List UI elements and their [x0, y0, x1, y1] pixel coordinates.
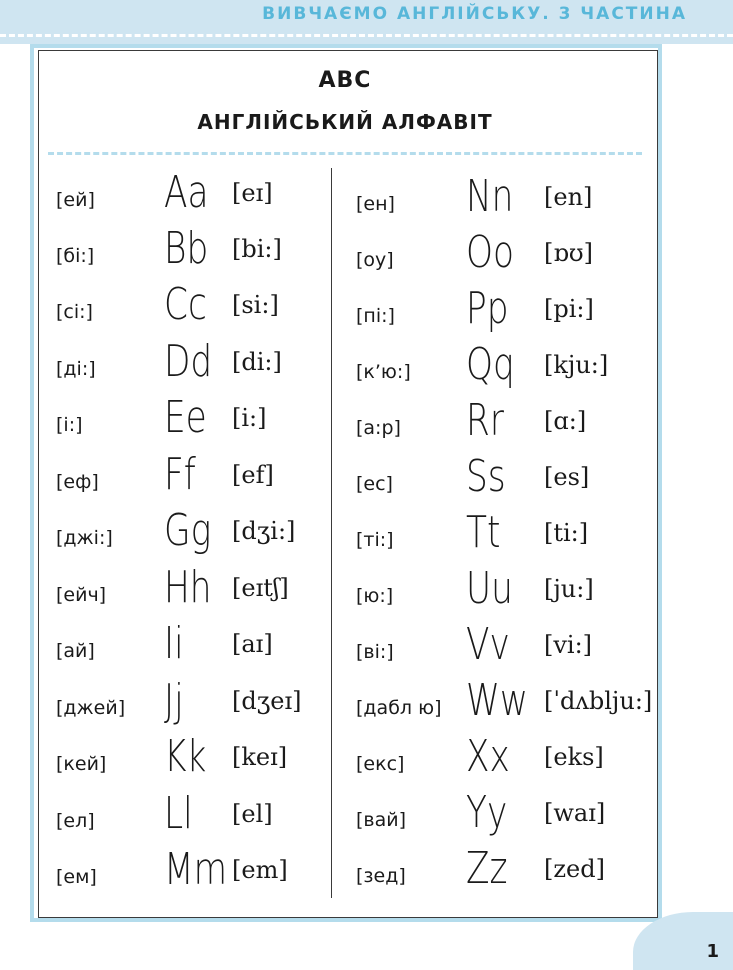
- letter-pair: Qq: [466, 339, 515, 390]
- ipa-transcription: [ti:]: [544, 519, 589, 547]
- letter-pair: Dd: [164, 336, 213, 387]
- letter-pair: Kk: [164, 731, 207, 782]
- letter-pair: Tt: [466, 507, 501, 558]
- ukrainian-pronunciation: [оу]: [356, 249, 394, 271]
- ipa-transcription: [eks]: [544, 743, 604, 771]
- ipa-transcription: [dʒeɪ]: [232, 687, 302, 715]
- ukrainian-pronunciation: [ем]: [56, 866, 97, 888]
- ukrainian-pronunciation: [а:р]: [356, 417, 401, 439]
- ukrainian-pronunciation: [бі:]: [56, 245, 95, 267]
- ipa-transcription: [dʒi:]: [232, 517, 296, 545]
- ipa-transcription: [bi:]: [232, 235, 282, 263]
- ukrainian-pronunciation: [к’ю:]: [356, 361, 411, 383]
- letter-pair: Gg: [164, 505, 212, 556]
- letter-pair: Pp: [466, 283, 509, 334]
- ukrainian-pronunciation: [сі:]: [56, 301, 93, 323]
- letter-pair: Mm: [164, 844, 228, 895]
- page-title: ABC: [318, 68, 372, 93]
- letter-pair: Uu: [466, 563, 513, 614]
- ukrainian-pronunciation: [ел]: [56, 810, 95, 832]
- ukrainian-pronunciation: [кей]: [56, 753, 107, 775]
- ipa-transcription: [eɪ]: [232, 179, 273, 207]
- ukrainian-pronunciation: [ю:]: [356, 585, 394, 607]
- letter-pair: Nn: [466, 171, 514, 222]
- ipa-transcription: [el]: [232, 800, 273, 828]
- letter-pair: Rr: [466, 395, 504, 446]
- column-divider: [331, 168, 332, 898]
- letter-pair: Hh: [164, 562, 212, 613]
- ipa-transcription: [keɪ]: [232, 743, 288, 771]
- letter-pair: Zz: [466, 843, 508, 894]
- ukrainian-pronunciation: [екс]: [356, 753, 405, 775]
- letter-pair: Ff: [164, 449, 196, 500]
- ipa-transcription: [ˈdʌblju:]: [544, 687, 653, 715]
- ukrainian-pronunciation: [ді:]: [56, 358, 96, 380]
- letter-pair: Cc: [164, 279, 207, 330]
- ipa-transcription: [zed]: [544, 855, 605, 883]
- ipa-transcription: [kju:]: [544, 351, 609, 379]
- ukrainian-pronunciation: [еф]: [56, 471, 99, 493]
- ukrainian-pronunciation: [джі:]: [56, 527, 113, 549]
- letter-pair: Ee: [164, 392, 207, 443]
- ukrainian-pronunciation: [дабл ю]: [356, 697, 442, 719]
- letter-pair: Yy: [466, 787, 508, 838]
- ipa-transcription: [di:]: [232, 348, 282, 376]
- letter-pair: Xx: [466, 731, 510, 782]
- ukrainian-pronunciation: [ейч]: [56, 584, 107, 606]
- page-subtitle: АНГЛІЙСЬКИЙ АЛФАВІТ: [197, 110, 493, 134]
- ukrainian-pronunciation: [пі:]: [356, 305, 395, 327]
- letter-pair: Jj: [164, 675, 184, 726]
- ipa-transcription: [eɪtʃ]: [232, 574, 289, 602]
- ukrainian-pronunciation: [ей]: [56, 189, 95, 211]
- ipa-transcription: [ju:]: [544, 575, 594, 603]
- ipa-transcription: [es]: [544, 463, 590, 491]
- letter-pair: Aa: [164, 167, 209, 218]
- ipa-transcription: [aɪ]: [232, 630, 273, 658]
- ipa-transcription: [en]: [544, 183, 593, 211]
- ukrainian-pronunciation: [і:]: [56, 414, 83, 436]
- ipa-transcription: [waɪ]: [544, 799, 606, 827]
- ipa-transcription: [ɑ:]: [544, 407, 587, 435]
- ukrainian-pronunciation: [ай]: [56, 640, 95, 662]
- letter-pair: Bb: [164, 223, 209, 274]
- ukrainian-pronunciation: [ті:]: [356, 529, 394, 551]
- ukrainian-pronunciation: [ен]: [356, 193, 395, 215]
- ipa-transcription: [ef]: [232, 461, 274, 489]
- letter-pair: Oo: [466, 227, 515, 278]
- title-separator: [48, 152, 642, 155]
- ipa-transcription: [pi:]: [544, 295, 594, 323]
- ukrainian-pronunciation: [ес]: [356, 473, 393, 495]
- ipa-transcription: [si:]: [232, 291, 279, 319]
- ukrainian-pronunciation: [джей]: [56, 697, 126, 719]
- ipa-transcription: [ɒʊ]: [544, 239, 593, 267]
- page-number: 1: [706, 941, 719, 962]
- letter-pair: Vv: [466, 619, 510, 670]
- letter-pair: Ll: [164, 788, 193, 839]
- letter-pair: Ii: [164, 618, 184, 669]
- letter-pair: Ww: [466, 675, 529, 726]
- header-title: ВИВЧАЄМО АНГЛІЙСЬКУ. 3 ЧАСТИНА: [262, 4, 687, 24]
- ipa-transcription: [vi:]: [544, 631, 593, 659]
- ukrainian-pronunciation: [ві:]: [356, 641, 394, 663]
- ukrainian-pronunciation: [зед]: [356, 865, 406, 887]
- ipa-transcription: [i:]: [232, 404, 267, 432]
- ukrainian-pronunciation: [вай]: [356, 809, 407, 831]
- ipa-transcription: [em]: [232, 856, 288, 884]
- letter-pair: Ss: [466, 451, 506, 502]
